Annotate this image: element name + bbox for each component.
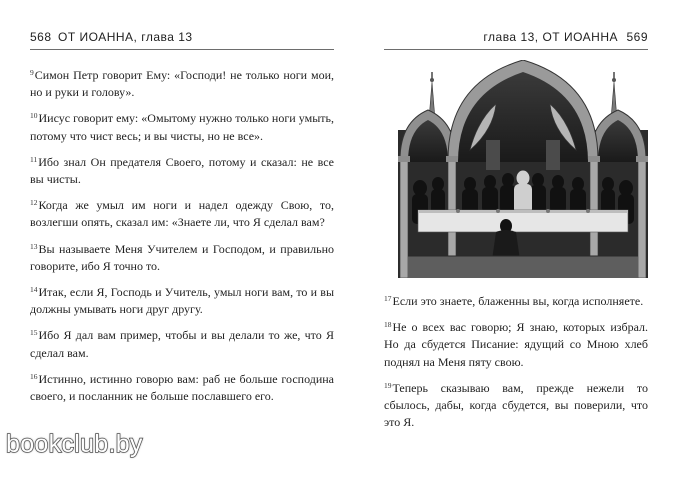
watermark: bookclub.by	[6, 430, 143, 458]
verse-number: 12	[30, 198, 38, 208]
verse	[30, 368, 334, 405]
verse-number: 14	[30, 285, 38, 295]
verse-number: 17	[384, 294, 392, 303]
verse-number: 18	[384, 320, 392, 330]
left-page-header	[30, 30, 334, 48]
verse-text: Иисус говорит ему: «Омытому нужно только ноги умыть, потому что чист весь; и вы чисты, но не все».	[30, 111, 334, 143]
right-running-head: глава 13, ОТ ИОАННА	[483, 30, 618, 44]
left-header-rule	[30, 49, 334, 50]
verse-number: 9	[30, 68, 34, 77]
verse	[30, 64, 334, 101]
verse-text: Если это знаете, блаженны вы, когда исполняете.	[392, 294, 644, 308]
left-page-number: 568	[30, 30, 52, 44]
left-verses	[30, 64, 334, 411]
verse-text: Вы называете Меня Учителем и Господом, и правильно говорите, ибо Я точно то.	[30, 241, 334, 273]
verse-text: Не о всех вас говорю; Я знаю, которых избрал. Но да сбудется Писание: ядущий со Мною хлеб поднял на Меня пяту свою.	[384, 320, 648, 369]
verse	[30, 324, 334, 361]
verse-text: Ибо Я дал вам пример, чтобы и вы делали то же, что Я сделал вам.	[30, 328, 334, 360]
verse-text: Симон Петр говорит Ему: «Господи! не только ноги мои, но и руки и голову».	[30, 68, 334, 100]
verse-number: 16	[30, 371, 38, 381]
verse-number: 11	[30, 154, 38, 164]
verse	[384, 316, 648, 371]
right-page-number: 569	[626, 30, 648, 44]
right-verses	[384, 290, 648, 437]
verse	[30, 151, 334, 188]
verse-number: 10	[30, 111, 38, 121]
right-page-header	[384, 30, 648, 48]
verse-text: Истинно, истинно говорю вам: раб не больше господина своего, и посланник не больше пославшего его.	[30, 371, 334, 404]
verse-text: Итак, если Я, Господь и Учитель, умыл ноги вам, то и вы должны умывать ноги друг другу.	[30, 285, 334, 317]
verse	[30, 281, 334, 318]
verse-number: 13	[30, 241, 38, 251]
verse	[384, 290, 648, 310]
left-page	[30, 30, 334, 404]
verse-text: Когда же умыл им ноги и надел одежду Свою, то, возлегши опять, сказал им: «Знаете ли, что Я сделал вам?	[30, 198, 334, 230]
verse	[384, 377, 648, 432]
verse-text: Ибо знал Он предателя Своего, потому и сказал: не все вы чисты.	[30, 154, 334, 187]
verse	[30, 238, 334, 275]
verse	[30, 107, 334, 144]
right-header-rule	[384, 49, 648, 50]
verse-number: 15	[30, 328, 38, 338]
verse	[30, 194, 334, 231]
last-supper-illustration	[398, 60, 648, 278]
verse-text: Теперь сказываю вам, прежде нежели то сбылось, дабы, когда сбудется, вы поверили, что это Я.	[384, 380, 648, 430]
left-running-head: ОТ ИОАННА, глава 13	[58, 30, 193, 44]
right-page	[384, 30, 648, 430]
verse-number: 19	[384, 380, 392, 390]
